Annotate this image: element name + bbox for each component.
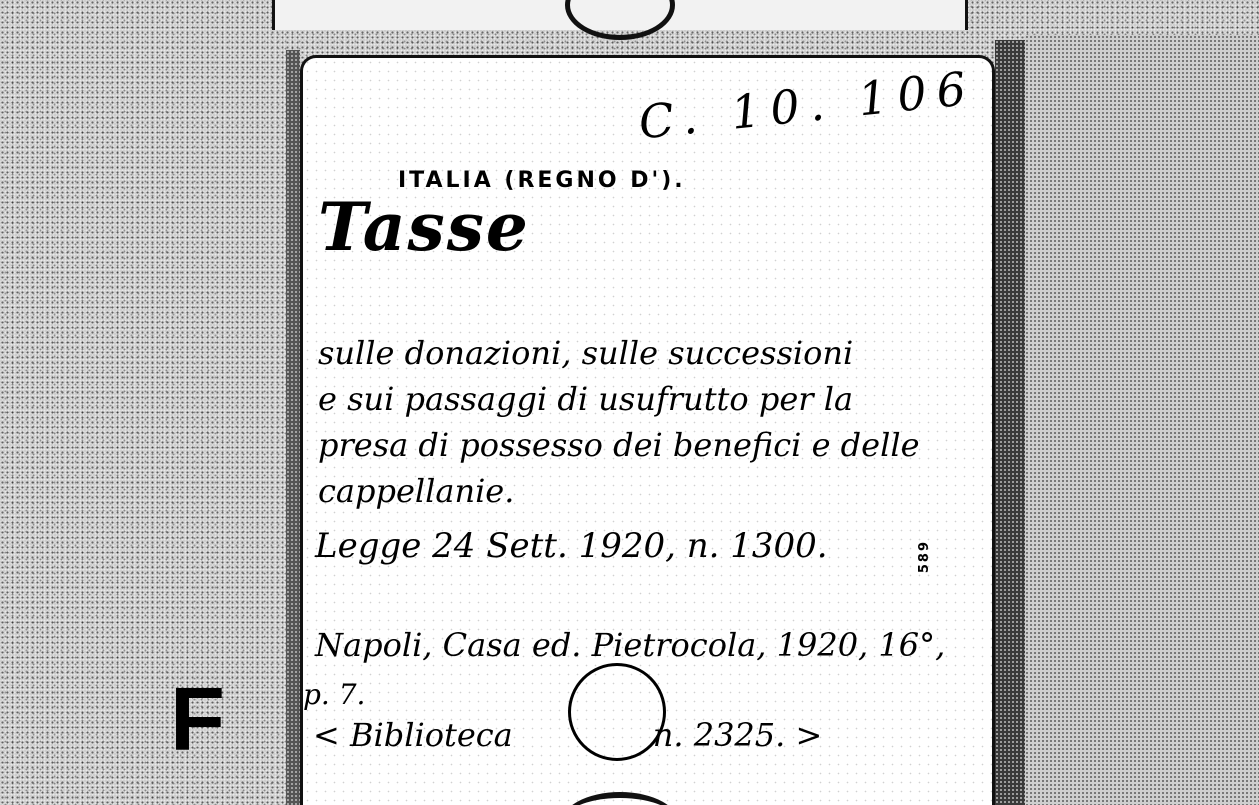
- description-line: sulle donazioni, sulle successioni: [318, 334, 854, 372]
- catalog-card: [300, 55, 995, 805]
- tray-top-arch: [565, 0, 675, 40]
- description-line: presa di possesso dei benefici e delle: [318, 426, 920, 464]
- right-background: [1025, 35, 1259, 805]
- imprint: Napoli, Casa ed. Pietrocola, 1920, 16°,: [315, 626, 946, 664]
- call-number: C. 10. 106: [636, 60, 979, 150]
- library-note-right: n. 2325. >: [652, 716, 823, 754]
- description-line: e sui passaggi di usufrutto per la: [318, 380, 854, 418]
- card-description: [318, 330, 978, 514]
- description-line: cappellanie.: [318, 472, 515, 510]
- page-count: p. 7.: [303, 678, 366, 711]
- library-note-left: < Biblioteca: [313, 716, 513, 754]
- card-right-edge: [995, 40, 1025, 805]
- law-reference: Legge 24 Sett. 1920, n. 1300.: [315, 526, 828, 566]
- card-heading: ITALIA (REGNO D').: [398, 168, 686, 193]
- side-number: 589: [917, 540, 932, 574]
- tray-letter: F: [170, 670, 225, 770]
- card-title: Tasse: [318, 188, 530, 266]
- card-left-edge: [286, 50, 300, 805]
- punch-hole: [568, 663, 666, 761]
- library-note: [313, 716, 822, 754]
